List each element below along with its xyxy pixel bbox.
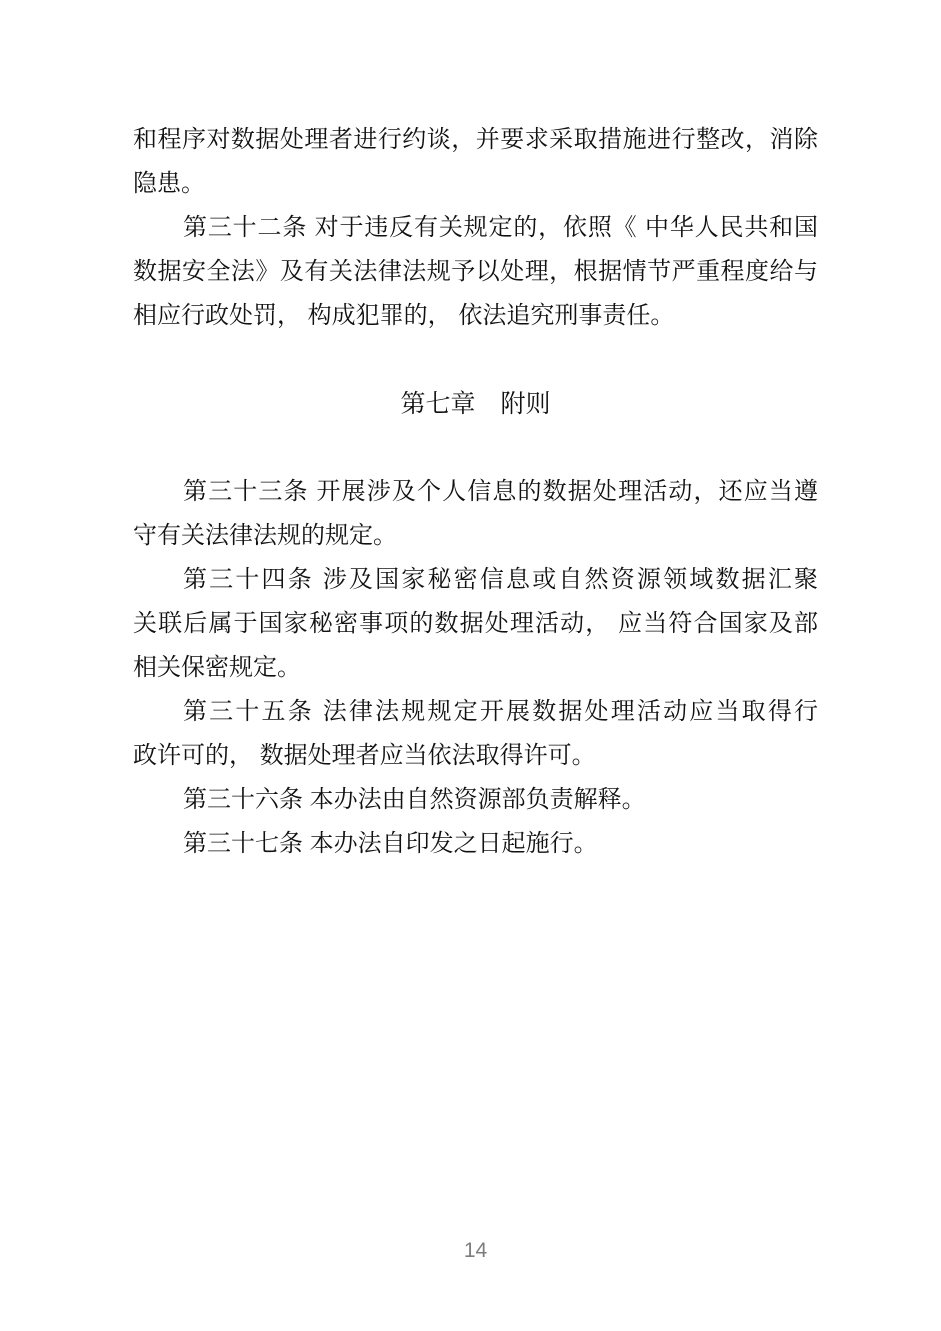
chapter-heading: 第七章 附则 [400,390,551,418]
text-line: 第三十五条 法律法规规定开展数据处理活动应当取得行 [183,698,818,725]
text-line: 相关保密规定。 [133,654,301,681]
text-line: 相应行政处罚， 构成犯罪的， 依法追究刑事责任。 [133,302,675,329]
text-line: 第三十七条 本办法自印发之日起施行。 [183,830,598,857]
text-line: 第三十三条 开展涉及个人信息的数据处理活动，还应当遵 [183,478,818,505]
page-number: 14 [463,1239,488,1262]
text-line: 第三十二条 对于违反有关规定的，依照《 中华人民共和国 [183,214,818,241]
text-line: 隐患。 [133,170,205,197]
text-line: 数据安全法》及有关法律法规予以处理，根据情节严重程度给与 [133,258,818,285]
text-line: 守有关法律法规的规定。 [133,522,397,549]
text-line: 关联后属于国家秘密事项的数据处理活动， 应当符合国家及部 [133,610,818,637]
text-line: 第三十四条 涉及国家秘密信息或自然资源领域数据汇聚 [183,566,818,593]
blank-line [133,338,818,382]
document-content [133,118,818,866]
text-line: 第三十六条 本办法由自然资源部负责解释。 [183,786,646,813]
text-line: 政许可的， 数据处理者应当依法取得许可。 [133,742,596,769]
blank-line [133,426,818,470]
text-line: 和程序对数据处理者进行约谈，并要求采取措施进行整改，消除 [133,126,818,153]
